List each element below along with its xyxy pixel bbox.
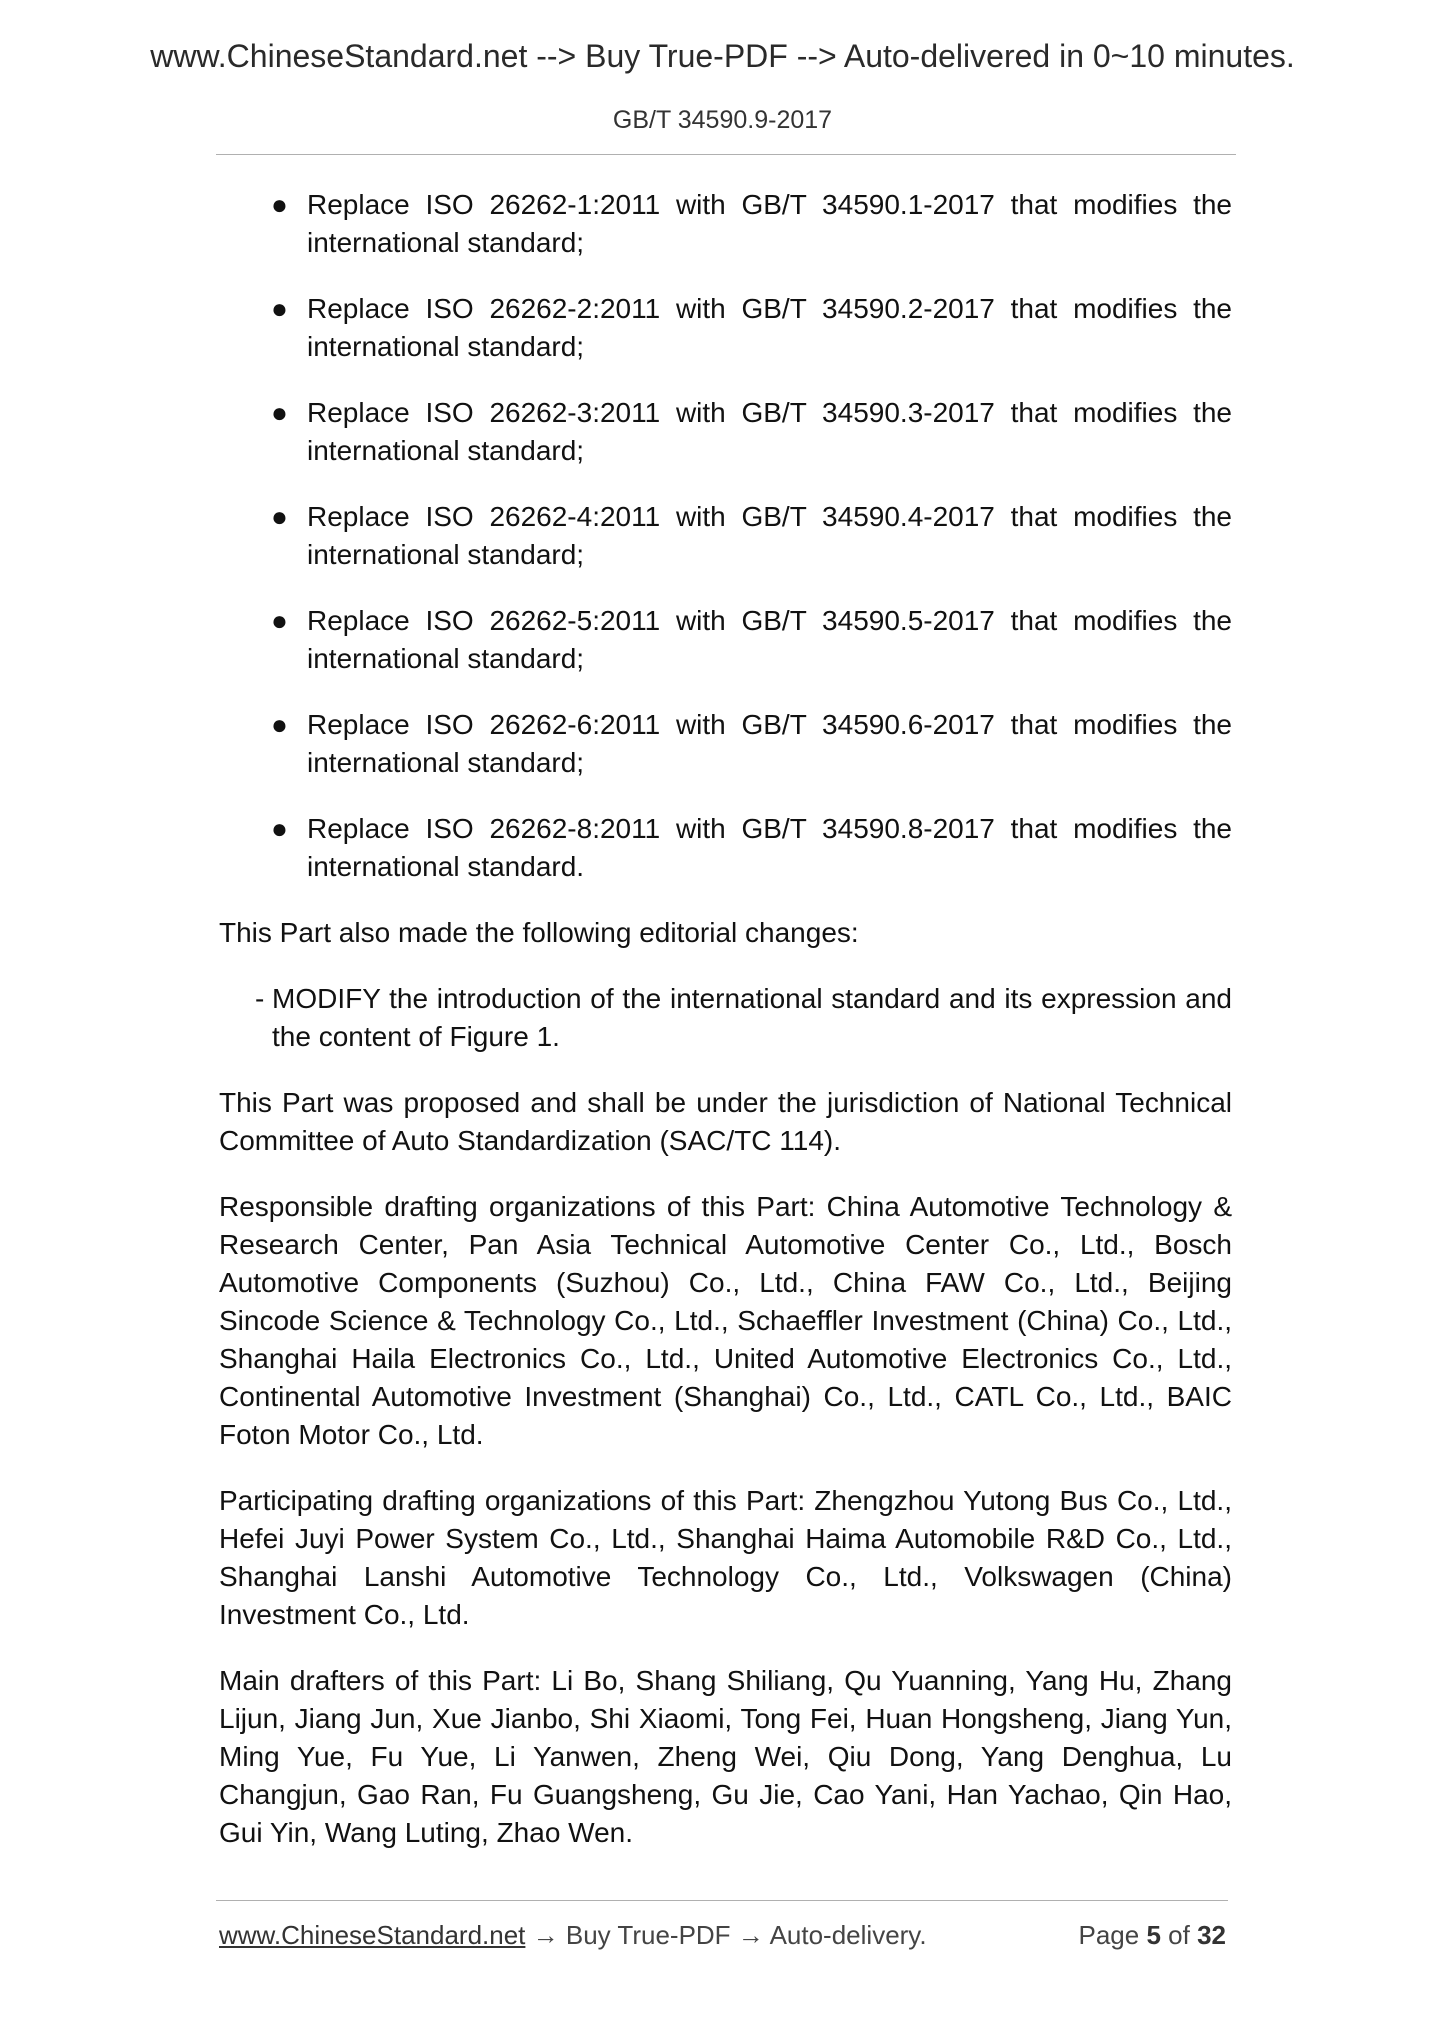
page-body xyxy=(219,186,1232,1880)
list-item-text: Replace ISO 26262-6:2011 with GB/T 34590.6-2017 that modifies the international standard; xyxy=(307,709,1232,778)
jurisdiction-paragraph: This Part was proposed and shall be under the jurisdiction of National Technical Committee of Auto Standardization (SAC/TC 114). xyxy=(219,1087,1232,1156)
bullet-icon: ● xyxy=(271,501,288,532)
page-label: Page xyxy=(1078,1920,1140,1950)
editorial-item-text: MODIFY the introduction of the international standard and its expression and the content of Figure 1. xyxy=(272,983,1232,1052)
page-number: 5 xyxy=(1146,1920,1161,1950)
bullet-icon: ● xyxy=(271,605,288,636)
bullet-icon: ● xyxy=(271,397,288,428)
document-id: GB/T 34590.9-2017 xyxy=(612,106,833,134)
total-pages: 32 xyxy=(1197,1920,1226,1950)
list-item xyxy=(219,602,1232,678)
of-label: of xyxy=(1168,1920,1190,1950)
editorial-item xyxy=(219,980,1232,1056)
footer-divider xyxy=(216,1900,1228,1901)
page-counter xyxy=(1078,1920,1226,1951)
list-item-text: Replace ISO 26262-8:2011 with GB/T 34590.8-2017 that modifies the international standard. xyxy=(307,813,1232,882)
list-item xyxy=(219,810,1232,886)
list-item-text: Replace ISO 26262-3:2011 with GB/T 34590.3-2017 that modifies the international standard; xyxy=(307,397,1232,466)
list-item xyxy=(219,394,1232,470)
responsible-organizations-paragraph: Responsible drafting organizations of this Part: China Automotive Technology & Research Center, Pan Asia Technical Automotive Center Co., Ltd., Bosch Automotive Components (Suzhou) Co., Ltd., China FAW Co., Ltd., Beijing Sincode Science & Technology Co., Ltd., Schaeffler Investment (China) Co., Ltd., Shanghai Haila Electronics Co., Ltd., United Automotive Electronics Co., Ltd., Continental Automotive Investment (Shanghai) Co., Ltd., CATL Co., Ltd., BAIC Foton Motor Co., Ltd. xyxy=(219,1191,1232,1450)
footer-site-link[interactable]: www.ChineseStandard.net xyxy=(219,1920,526,1950)
list-item-text: Replace ISO 26262-5:2011 with GB/T 34590.5-2017 that modifies the international standard; xyxy=(307,605,1232,674)
bullet-icon: ● xyxy=(271,709,288,740)
bullet-icon: ● xyxy=(271,293,288,324)
header-banner: www.ChineseStandard.net --> Buy True-PDF --> Auto-delivered in 0~10 minutes. xyxy=(150,38,1295,74)
bullet-icon: ● xyxy=(271,813,288,844)
list-item-text: Replace ISO 26262-1:2011 with GB/T 34590.1-2017 that modifies the international standard; xyxy=(307,189,1232,258)
list-item-text: Replace ISO 26262-4:2011 with GB/T 34590.4-2017 that modifies the international standard; xyxy=(307,501,1232,570)
list-item xyxy=(219,186,1232,262)
footer-tagline: → Buy True-PDF → Auto-delivery. xyxy=(525,1920,927,1950)
footer-left xyxy=(219,1920,927,1951)
list-item xyxy=(219,290,1232,366)
participating-organizations-paragraph: Participating drafting organizations of this Part: Zhengzhou Yutong Bus Co., Ltd., Hefei Juyi Power System Co., Ltd., Shanghai Haima Automobile R&D Co., Ltd., Shanghai Lanshi Automotive Technology Co., Ltd., Volkswagen (China) Investment Co., Ltd. xyxy=(219,1485,1232,1630)
main-drafters-paragraph: Main drafters of this Part: Li Bo, Shang Shiliang, Qu Yuanning, Yang Hu, Zhang Lijun, Jiang Jun, Xue Jianbo, Shi Xiaomi, Tong Fei, Huan Hongsheng, Jiang Yun, Ming Yue, Fu Yue, Li Yanwen, Zheng Wei, Qiu Dong, Yang Denghua, Lu Changjun, Gao Ran, Fu Guangsheng, Gu Jie, Cao Yani, Han Yachao, Qin Hao, Gui Yin, Wang Luting, Zhao Wen. xyxy=(219,1665,1232,1848)
list-item xyxy=(219,498,1232,574)
bullet-icon: ● xyxy=(271,189,288,220)
header-divider xyxy=(216,154,1236,155)
dash-icon: - xyxy=(255,983,265,1014)
list-item-text: Replace ISO 26262-2:2011 with GB/T 34590.2-2017 that modifies the international standard; xyxy=(307,293,1232,362)
editorial-intro: This Part also made the following editorial changes: xyxy=(219,917,859,948)
list-item xyxy=(219,706,1232,782)
